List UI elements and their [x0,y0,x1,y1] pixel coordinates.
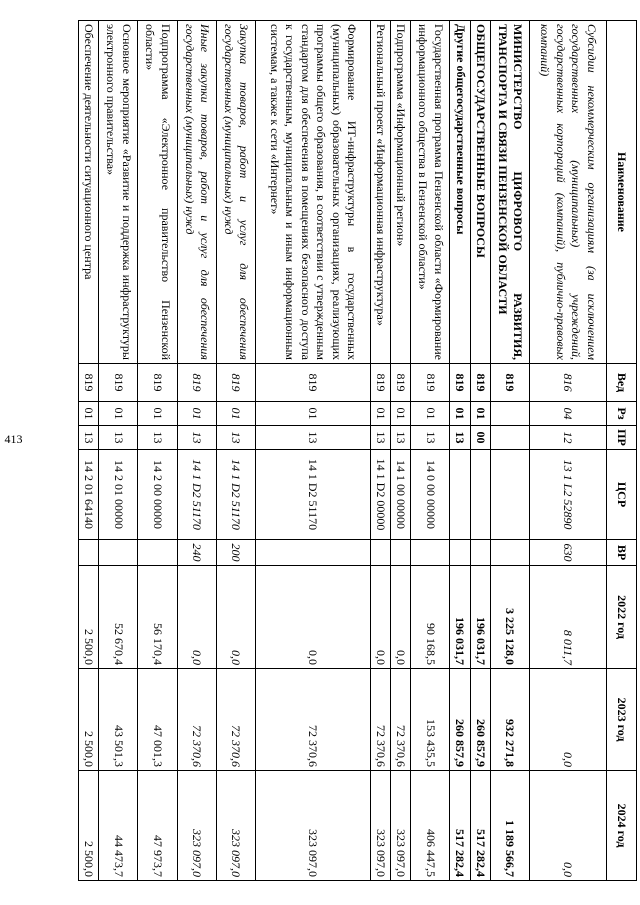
row-name: Подпрограмма «Информационный регион» [391,21,411,364]
row-ved: 819 [99,364,138,402]
row-name: Формирование ИТ-инфраструктуры в государственных (муниципальных) образовательных организациях, реализующих программы общего образования, в соответствии с утвержденным стандартом для обеспечения в помещениях безопасного доступа к государственным, муниципальным и иным информационным системам, а также к сети «Интернет» [255,21,370,364]
header-name: Наименование [607,21,637,364]
row-rz: 01 [411,402,450,426]
table-row [450,21,470,881]
row-value-2023: 0,0 [529,669,606,771]
row-csr [470,450,490,540]
row-csr: 14 1 00 00000 [391,450,411,540]
row-name: Другие общегосударственные вопросы [450,21,470,364]
row-value-2022: 0,0 [177,566,216,669]
table-row [529,21,606,881]
row-value-2023: 153 435,5 [411,669,450,771]
row-ved: 819 [450,364,470,402]
row-rz: 01 [450,402,470,426]
row-value-2022: 0,0 [370,566,390,669]
row-value-2024: 323 097,0 [255,771,370,881]
row-name: Иные закупки товаров, работ и услуг для обеспечения государственных (муниципальных) нужд [177,21,216,364]
row-value-2024: 2 500,0 [79,771,99,881]
table-row [255,21,370,881]
row-ved: 819 [138,364,177,402]
row-pr: 13 [99,426,138,450]
row-vr [138,540,177,566]
row-pr: 00 [470,426,490,450]
row-ved: 819 [490,364,529,402]
row-rz: 01 [391,402,411,426]
row-pr [490,426,529,450]
row-pr: 13 [138,426,177,450]
row-pr: 12 [529,426,606,450]
row-name: Обеспечение деятельности ситуационного центра [79,21,99,364]
row-csr [450,450,470,540]
table-row [411,21,450,881]
header-vr: ВР [607,540,637,566]
row-pr: 13 [391,426,411,450]
budget-table-rotated [78,20,637,880]
row-value-2024: 1 189 566,7 [490,771,529,881]
row-vr [470,540,490,566]
row-vr: 200 [216,540,255,566]
row-name: Субсидии некоммерческим организациям (за исключением государственных (муниципальных) учреждений, государственных корпораций (компаний), публично-правовых компаний) [529,21,606,364]
row-csr: 14 1 D2 51170 [216,450,255,540]
row-pr: 13 [370,426,390,450]
row-rz: 01 [216,402,255,426]
row-value-2022: 3 225 128,0 [490,566,529,669]
row-value-2022: 0,0 [255,566,370,669]
row-value-2023: 72 370,6 [177,669,216,771]
row-rz: 04 [529,402,606,426]
row-csr: 14 0 00 00000 [411,450,450,540]
row-csr: 14 1 D2 51170 [255,450,370,540]
row-value-2023: 72 370,6 [216,669,255,771]
row-value-2023: 72 370,6 [370,669,390,771]
row-value-2024: 517 282,4 [450,771,470,881]
row-csr: 14 2 01 64140 [79,450,99,540]
row-csr: 14 1 D2 00000 [370,450,390,540]
row-ved: 819 [411,364,450,402]
row-vr [79,540,99,566]
row-value-2024: 323 097,0 [216,771,255,881]
row-rz: 01 [177,402,216,426]
row-name: ОБЩЕГОСУДАРСТВЕННЫЕ ВОПРОСЫ [470,21,490,364]
row-name: Основное мероприятие «Развитие и поддержка инфраструктуры электронного правительства» [99,21,138,364]
row-vr [99,540,138,566]
row-value-2024: 0,0 [529,771,606,881]
table-row [370,21,390,881]
row-rz: 01 [138,402,177,426]
table-row [490,21,529,881]
row-rz: 01 [470,402,490,426]
table-header-row [607,21,637,881]
page-number: 413 [4,432,23,446]
row-value-2023: 47 001,3 [138,669,177,771]
header-csr: ЦСР [607,450,637,540]
row-name: МИНИСТЕРСТВО ЦИФРОВОГО РАЗВИТИЯ, ТРАНСПОРТА И СВЯЗИ ПЕНЗЕНСКОЙ ОБЛАСТИ [490,21,529,364]
row-value-2022: 196 031,7 [450,566,470,669]
table-row [391,21,411,881]
row-ved: 819 [470,364,490,402]
row-pr: 13 [216,426,255,450]
row-rz: 01 [255,402,370,426]
row-value-2024: 406 447,5 [411,771,450,881]
header-pr: ПР [607,426,637,450]
table-row [216,21,255,881]
row-value-2024: 323 097,0 [370,771,390,881]
row-csr: 14 1 D2 51170 [177,450,216,540]
row-pr: 13 [411,426,450,450]
row-pr: 13 [450,426,470,450]
row-rz: 01 [370,402,390,426]
table-row [99,21,138,881]
header-2024: 2024 год [607,771,637,881]
row-rz: 01 [79,402,99,426]
row-value-2023: 72 370,6 [391,669,411,771]
table-row [470,21,490,881]
row-vr [490,540,529,566]
row-value-2022: 8 011,7 [529,566,606,669]
row-name: Региональный проект «Информационная инфраструктура» [370,21,390,364]
row-value-2022: 0,0 [216,566,255,669]
row-rz: 01 [99,402,138,426]
row-value-2024: 47 973,7 [138,771,177,881]
row-csr: 13 1 L2 52890 [529,450,606,540]
row-vr [255,540,370,566]
row-vr [370,540,390,566]
row-vr [411,540,450,566]
row-pr: 13 [255,426,370,450]
table-row [138,21,177,881]
row-value-2023: 43 501,3 [99,669,138,771]
row-csr [490,450,529,540]
row-csr: 14 2 00 00000 [138,450,177,540]
row-name: Подпрограмма «Электронное правительство Пензенской области» [138,21,177,364]
row-pr: 13 [79,426,99,450]
row-ved: 819 [255,364,370,402]
row-value-2023: 72 370,6 [255,669,370,771]
row-ved: 816 [529,364,606,402]
row-value-2023: 2 500,0 [79,669,99,771]
row-value-2024: 323 097,0 [391,771,411,881]
row-rz [490,402,529,426]
row-ved: 819 [370,364,390,402]
table-row [79,21,99,881]
row-value-2022: 0,0 [391,566,411,669]
row-name: Государственная программа Пензенской области «Формирование информационного общества в Пензенской области» [411,21,450,364]
row-pr: 13 [177,426,216,450]
row-ved: 819 [79,364,99,402]
header-ved: Вед [607,364,637,402]
row-value-2022: 52 670,4 [99,566,138,669]
row-vr [391,540,411,566]
row-value-2023: 260 857,9 [450,669,470,771]
table-body [79,21,607,881]
row-vr [450,540,470,566]
row-csr: 14 2 01 00000 [99,450,138,540]
header-2023: 2023 год [607,669,637,771]
table-row [177,21,216,881]
row-vr: 630 [529,540,606,566]
row-value-2022: 196 031,7 [470,566,490,669]
header-rz: Рз [607,402,637,426]
row-value-2024: 323 097,0 [177,771,216,881]
header-2022: 2022 год [607,566,637,669]
budget-table [78,20,637,881]
row-ved: 819 [216,364,255,402]
row-value-2022: 56 170,4 [138,566,177,669]
row-vr: 240 [177,540,216,566]
row-ved: 819 [177,364,216,402]
row-value-2023: 260 857,9 [470,669,490,771]
row-value-2024: 44 473,7 [99,771,138,881]
row-value-2022: 90 168,5 [411,566,450,669]
row-value-2022: 2 500,0 [79,566,99,669]
row-ved: 819 [391,364,411,402]
row-name: Закупка товаров, работ и услуг для обеспечения государственных (муниципальных) нужд [216,21,255,364]
row-value-2024: 517 282,4 [470,771,490,881]
row-value-2023: 932 271,8 [490,669,529,771]
